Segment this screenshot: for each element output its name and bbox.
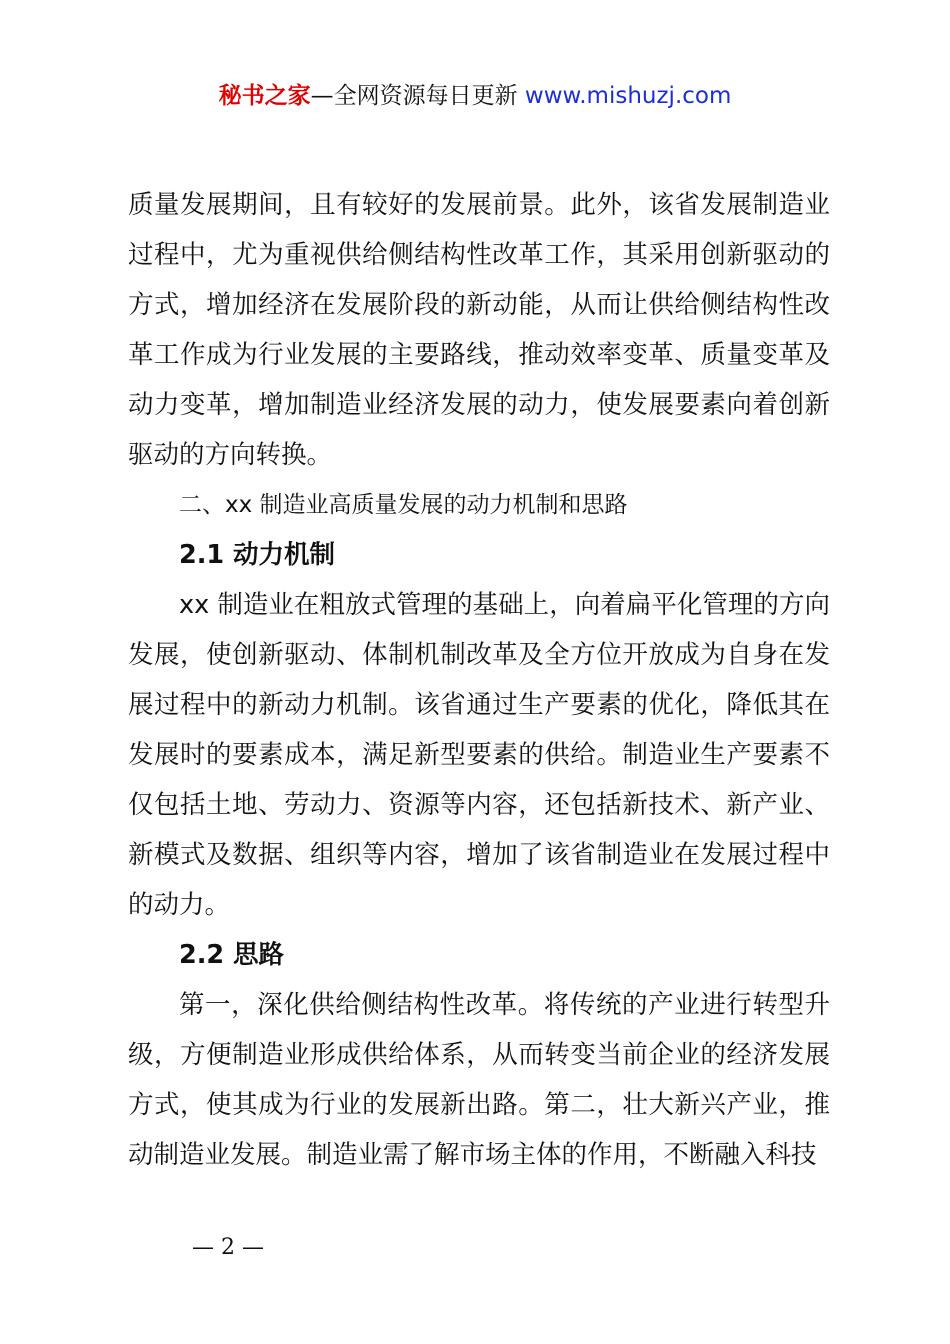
page-header (0, 80, 950, 112)
paragraph-approach: 第一，深化供给侧结构性改革。将传统的产业进行转型升级，方便制造业形成供给体系，从而转变当前企业的经济发展方式，使其成为行业的发展新出路。第二，壮大新兴产业，推动制造业发展。制造业需了解市场主体的作用，不断融入科技 (128, 990, 830, 1170)
section-heading: 二、xx 制造业高质量发展的动力机制和思路 (179, 492, 628, 518)
subheading-dynamic-mechanism: 2.1 动力机制 (179, 540, 336, 570)
brand-name: 秘书之家 (218, 83, 311, 109)
document-body (128, 180, 830, 1180)
subheading-approach: 2.2 思路 (179, 940, 285, 970)
header-tagline: —全网资源每日更新 (310, 83, 518, 109)
site-url[interactable]: www.mishuzj.com (524, 83, 732, 109)
paragraph-continued: 质量发展期间，且有较好的发展前景。此外，该省发展制造业过程中，尤为重视供给侧结构性改革工作，其采用创新驱动的方式，增加经济在发展阶段的新动能，从而让供给侧结构性改革工作成为行业发展的主要路线，推动效率变革、质量变革及动力变革，增加制造业经济发展的动力，使发展要素向着创新驱动的方向转换。 (128, 190, 830, 470)
page-number: — 2 — (192, 1235, 264, 1260)
paragraph-mechanism: xx 制造业在粗放式管理的基础上，向着扁平化管理的方向发展，使创新驱动、体制机制改革及全方位开放成为自身在发展过程中的新动力机制。该省通过生产要素的优化，降低其在发展时的要素成本，满足新型要素的供给。制造业生产要素不仅包括土地、劳动力、资源等内容，还包括新技术、新产业、新模式及数据、组织等内容，增加了该省制造业在发展过程中的动力。 (128, 590, 830, 920)
